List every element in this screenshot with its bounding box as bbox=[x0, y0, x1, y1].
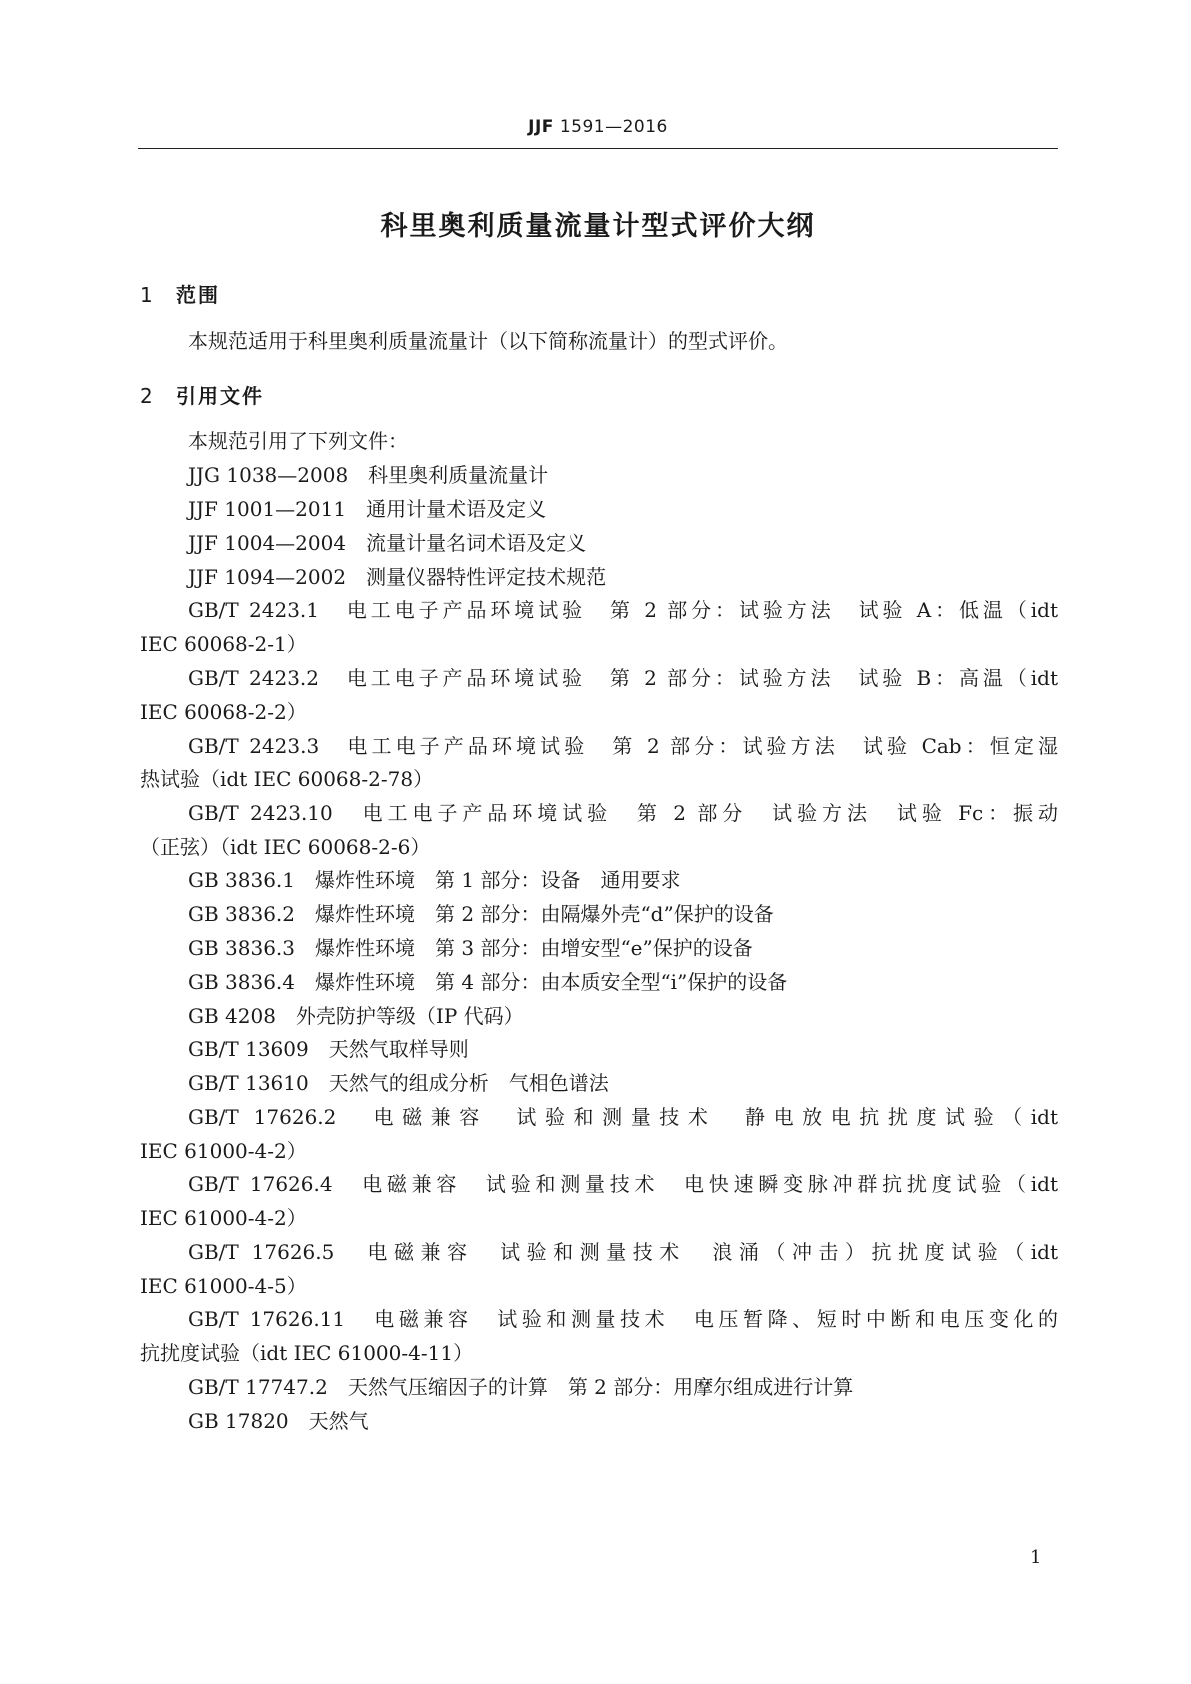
section-title: 引用文件 bbox=[176, 384, 264, 408]
reference-line: JJF 1001—2011 通用计量术语及定义 bbox=[188, 497, 547, 521]
reference-line-continued: IEC 61000-4-2） bbox=[140, 1206, 307, 1230]
reference-line: GB 3836.1 爆炸性环境 第 1 部分：设备 通用要求 bbox=[188, 868, 681, 892]
header-code-prefix: JJF bbox=[528, 117, 554, 137]
section-title: 范围 bbox=[176, 283, 220, 307]
section-number: 2 bbox=[140, 384, 155, 408]
document-title: 科里奥利质量流量计型式评价大纲 bbox=[380, 211, 816, 242]
reference-line-continued: IEC 60068-2-2） bbox=[140, 700, 307, 724]
reference-line: GB/T 17626.2 电磁兼容 试验和测量技术 静电放电抗扰度试验（idt bbox=[188, 1105, 1058, 1129]
reference-line: JJF 1094—2002 测量仪器特性评定技术规范 bbox=[188, 565, 607, 589]
reference-line: GB/T 2423.10 电工电子产品环境试验 第 2 部分 试验方法 试验 Fc：振动 bbox=[188, 801, 1058, 825]
reference-line-continued: （正弦）（idt IEC 60068-2-6） bbox=[140, 835, 431, 859]
reference-line: GB/T 13610 天然气的组成分析 气相色谱法 bbox=[188, 1071, 609, 1095]
reference-line: GB 3836.2 爆炸性环境 第 2 部分：由隔爆外壳“d”保护的设备 bbox=[188, 902, 774, 926]
scope-paragraph: 本规范适用于科里奥利质量流量计（以下简称流量计）的型式评价。 bbox=[188, 329, 788, 353]
reference-line: GB/T 17626.5 电磁兼容 试验和测量技术 浪涌（冲击）抗扰度试验（idt bbox=[188, 1240, 1058, 1264]
reference-line: GB/T 2423.2 电工电子产品环境试验 第 2 部分：试验方法 试验 B：高温（idt bbox=[188, 666, 1058, 690]
reference-line: GB/T 17626.4 电磁兼容 试验和测量技术 电快速瞬变脉冲群抗扰度试验（idt bbox=[188, 1172, 1058, 1196]
section-heading-scope bbox=[140, 279, 220, 308]
reference-line: GB 3836.4 爆炸性环境 第 4 部分：由本质安全型“i”保护的设备 bbox=[188, 970, 788, 994]
reference-line: GB/T 17626.11 电磁兼容 试验和测量技术 电压暂降、短时中断和电压变化的 bbox=[188, 1307, 1058, 1331]
reference-line-continued: 热试验（idt IEC 60068-2-78） bbox=[140, 767, 434, 791]
section-heading-references bbox=[140, 380, 264, 409]
reference-line: JJG 1038—2008 科里奥利质量流量计 bbox=[188, 463, 549, 487]
reference-line-continued: 抗扰度试验（idt IEC 61000-4-11） bbox=[140, 1341, 474, 1365]
page-number: 1 bbox=[1030, 1547, 1042, 1568]
reference-line: GB/T 2423.3 电工电子产品环境试验 第 2 部分：试验方法 试验 Cab：恒定湿 bbox=[188, 734, 1058, 758]
reference-line-continued: IEC 61000-4-2） bbox=[140, 1139, 307, 1163]
reference-line-continued: IEC 60068-2-1） bbox=[140, 632, 307, 656]
reference-line: GB 4208 外壳防护等级（IP 代码） bbox=[188, 1004, 524, 1028]
section-number: 1 bbox=[140, 283, 155, 307]
references-intro: 本规范引用了下列文件： bbox=[188, 429, 408, 453]
reference-line: GB 17820 天然气 bbox=[188, 1409, 369, 1433]
reference-line-continued: IEC 61000-4-5） bbox=[140, 1274, 307, 1298]
header-code-number: 1591—2016 bbox=[559, 117, 668, 137]
running-header bbox=[138, 117, 1058, 137]
reference-line: GB/T 2423.1 电工电子产品环境试验 第 2 部分：试验方法 试验 A：低温（idt bbox=[188, 598, 1058, 622]
header-rule bbox=[138, 148, 1058, 149]
reference-line: GB/T 17747.2 天然气压缩因子的计算 第 2 部分：用摩尔组成进行计算 bbox=[188, 1375, 854, 1399]
reference-line: GB/T 13609 天然气取样导则 bbox=[188, 1037, 469, 1061]
reference-line: GB 3836.3 爆炸性环境 第 3 部分：由增安型“e”保护的设备 bbox=[188, 936, 753, 960]
reference-line: JJF 1004—2004 流量计量名词术语及定义 bbox=[188, 531, 587, 555]
